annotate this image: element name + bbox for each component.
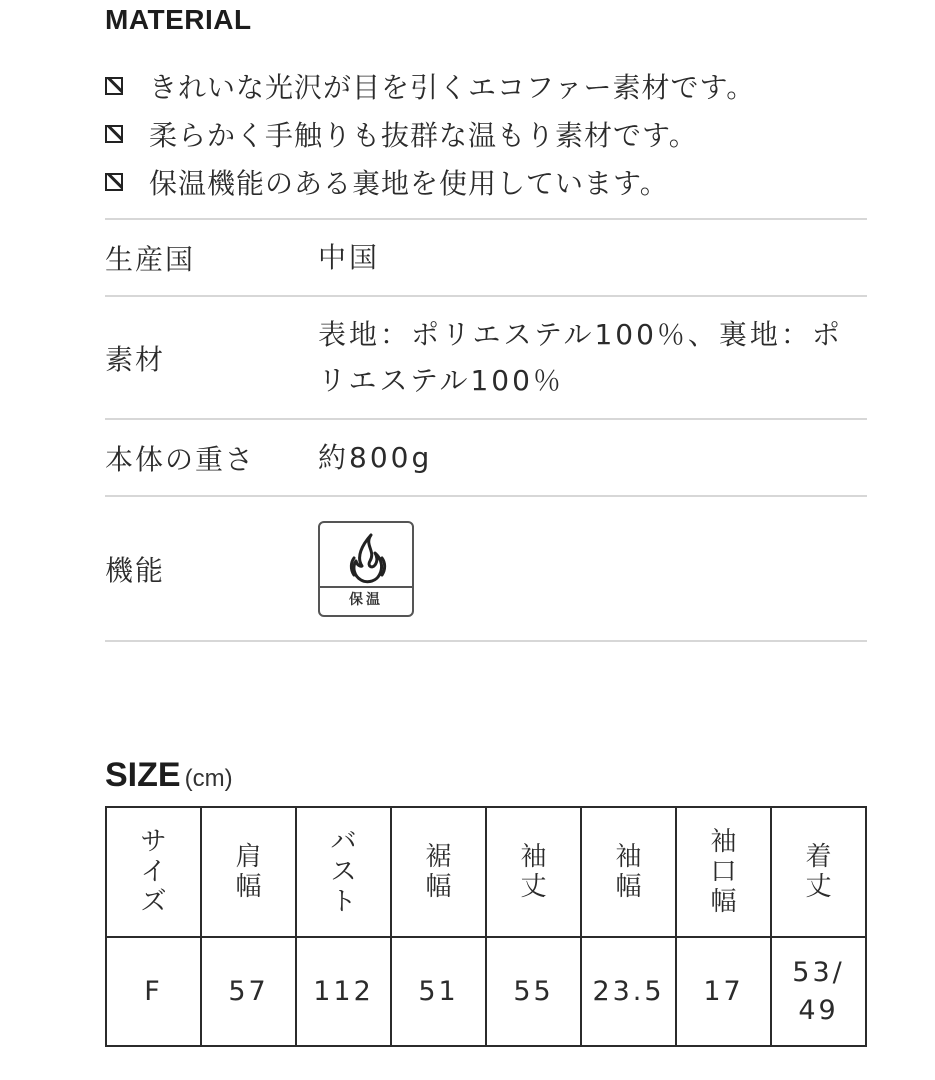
size-value-cell: 55 (486, 937, 581, 1046)
feature-item (105, 110, 865, 158)
spec-value: 表地：ポリエステル100％、裏地：ポリエステル100％ (318, 317, 843, 397)
feature-text: 柔らかく手触りも抜群な温もり素材です。 (149, 119, 698, 152)
spec-table (105, 218, 867, 642)
feature-item (105, 158, 865, 206)
spec-label: 本体の重さ (105, 442, 256, 476)
size-header-cell: サ イ ズ (106, 807, 201, 937)
size-table (105, 806, 867, 1047)
checked-box-icon (105, 77, 123, 95)
function-badge-label: 保温 (320, 586, 412, 612)
size-value-cell: 57 (201, 937, 296, 1046)
spec-row-material (105, 297, 867, 420)
feature-text: きれいな光沢が目を引くエコファー素材です。 (149, 71, 756, 104)
size-header-cell: 袖 幅 (581, 807, 676, 937)
size-header-cell: 袖 丈 (486, 807, 581, 937)
size-title: SIZE (105, 756, 181, 794)
checked-box-icon (105, 173, 123, 191)
size-unit: (cm) (184, 765, 233, 792)
spec-label: 生産国 (105, 242, 196, 276)
size-value-cell: 17 (676, 937, 771, 1046)
checked-box-icon (105, 125, 123, 143)
flame-icon (342, 531, 394, 589)
spec-label: 素材 (105, 342, 166, 376)
size-header-cell: 袖 口 幅 (676, 807, 771, 937)
spec-row-function (105, 497, 867, 642)
size-header-cell: 裾 幅 (391, 807, 486, 937)
size-heading (105, 756, 233, 795)
size-value-cell: 23.5 (581, 937, 676, 1046)
spec-value: 約800g (318, 440, 433, 474)
size-value-cell: 53/ 49 (771, 937, 866, 1046)
size-value-cell: 112 (296, 937, 391, 1046)
feature-list (105, 62, 865, 206)
material-heading: MATERIAL (105, 4, 252, 35)
size-header-cell: 肩 幅 (201, 807, 296, 937)
size-value-cell: F (106, 937, 201, 1046)
size-value-cell: 51 (391, 937, 486, 1046)
warmth-function-badge (318, 521, 414, 617)
spec-value: 中国 (318, 240, 381, 274)
feature-item (105, 62, 865, 110)
size-header-cell: バ ス ト (296, 807, 391, 937)
spec-value (318, 521, 867, 617)
spec-row-weight (105, 420, 867, 497)
size-header-row (106, 807, 866, 937)
size-header-cell: 着 丈 (771, 807, 866, 937)
feature-text: 保温機能のある裏地を使用しています。 (149, 167, 669, 200)
size-value-row (106, 937, 866, 1046)
spec-label: 機能 (105, 553, 166, 587)
spec-row-origin (105, 220, 867, 297)
